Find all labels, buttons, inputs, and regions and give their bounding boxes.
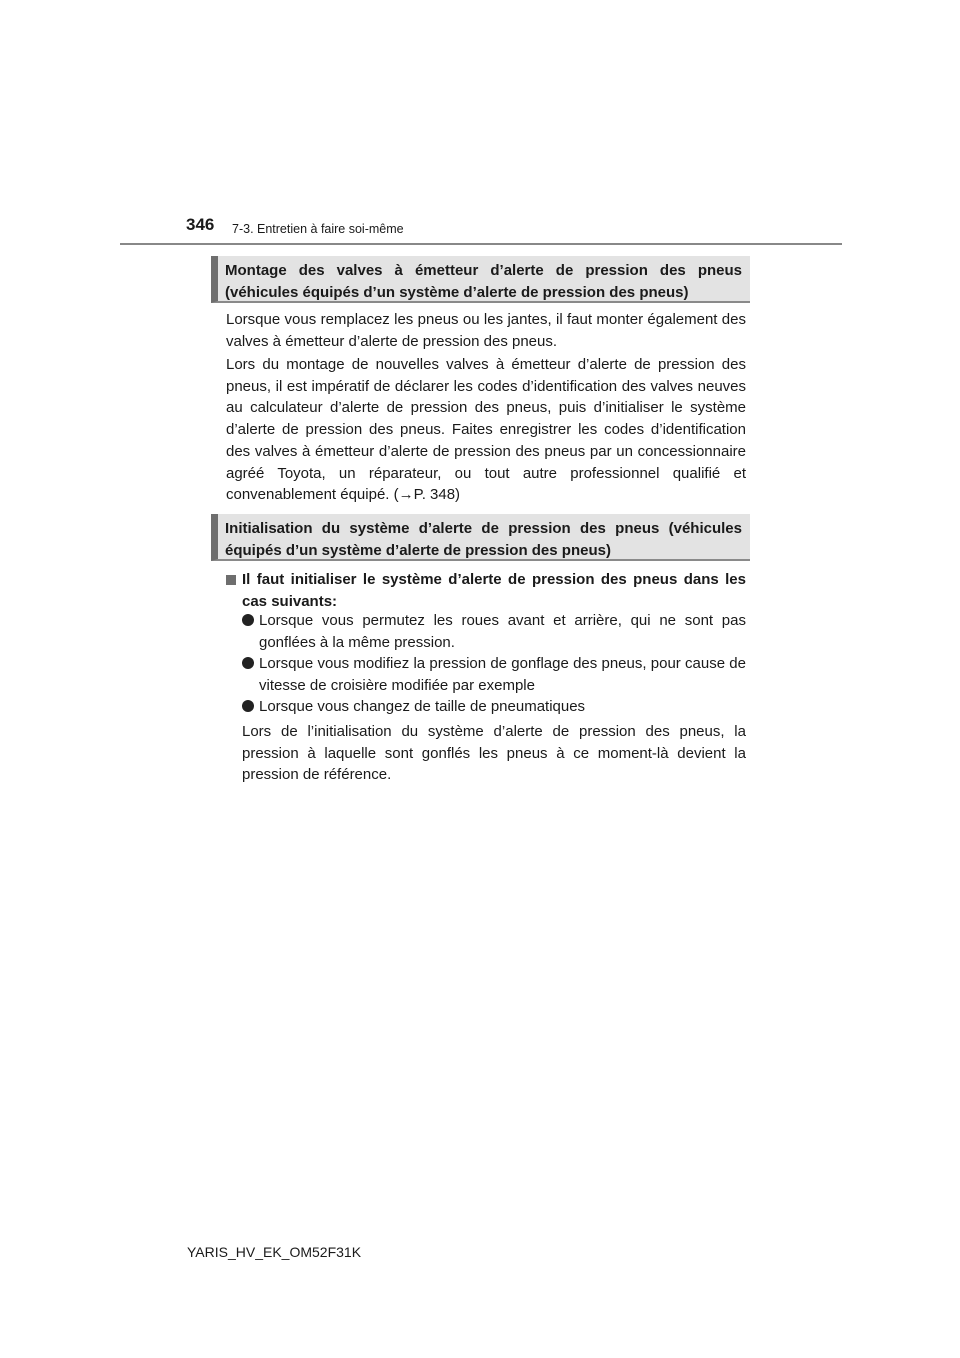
list-item — [242, 610, 746, 653]
document-code: YARIS_HV_EK_OM52F31K — [187, 1244, 362, 1260]
page-number: 346 — [186, 215, 215, 234]
section-label: 7-3. Entretien à faire soi-même — [232, 222, 404, 236]
bullet-dot-icon — [242, 700, 254, 712]
subheading-initialize-cases — [226, 569, 746, 612]
subheading-text: Il faut initialiser le système d’alerte de pression des pneus dans les cas suivants: — [242, 571, 746, 610]
section-heading-valve-mounting: Montage des valves à émetteur d’alerte de pression des pneus (véhicules équipés d’un système d’alerte de pression des pneus) — [211, 256, 750, 303]
header-divider — [120, 243, 842, 245]
bullet-dot-icon — [242, 614, 254, 626]
list-item-text: Lorsque vous changez de taille de pneumatiques — [259, 698, 586, 715]
paragraph-new-valves: Lors du montage de nouvelles valves à émetteur d’alerte de pression des pneus, il est impératif de déclarer les codes d’identification des valves neuves au calculateur d’alerte de pression des pneus, puis d’initialiser le système d’alerte de pression des pneus. Faites enregistrer les codes d’identification des valves à émetteur d’alerte de pression des pneus par un concessionnaire agréé Toyota, un réparateur, ou tout autre professionnel qualifié et convenablement équipé. (→P. 348) — [226, 356, 746, 504]
square-bullet-icon — [226, 575, 236, 585]
bullet-dot-icon — [242, 657, 254, 669]
list-item-text: Lorsque vous modifiez la pression de gonflage des pneus, pour cause de vitesse de croisière modifiée par exemple — [259, 655, 746, 694]
paragraph-replace-tires: Lorsque vous remplacez les pneus ou les jantes, il faut monter également des valves à émetteur d’alerte de pression des pneus. — [226, 311, 746, 350]
list-item — [242, 696, 746, 718]
section-heading-initialization: Initialisation du système d’alerte de pression des pneus (véhicules équipés d’un système d’alerte de pression des pneus) — [211, 514, 750, 561]
list-item-text: Lorsque vous permutez les roues avant et arrière, qui ne sont pas gonflées à la même pression. — [259, 612, 746, 651]
paragraph-reference-pressure: Lors de l’initialisation du système d’alerte de pression des pneus, la pression à laquelle sont gonflés les pneus à ce moment-là devient la pression de référence. — [242, 723, 746, 784]
list-item — [242, 653, 746, 696]
